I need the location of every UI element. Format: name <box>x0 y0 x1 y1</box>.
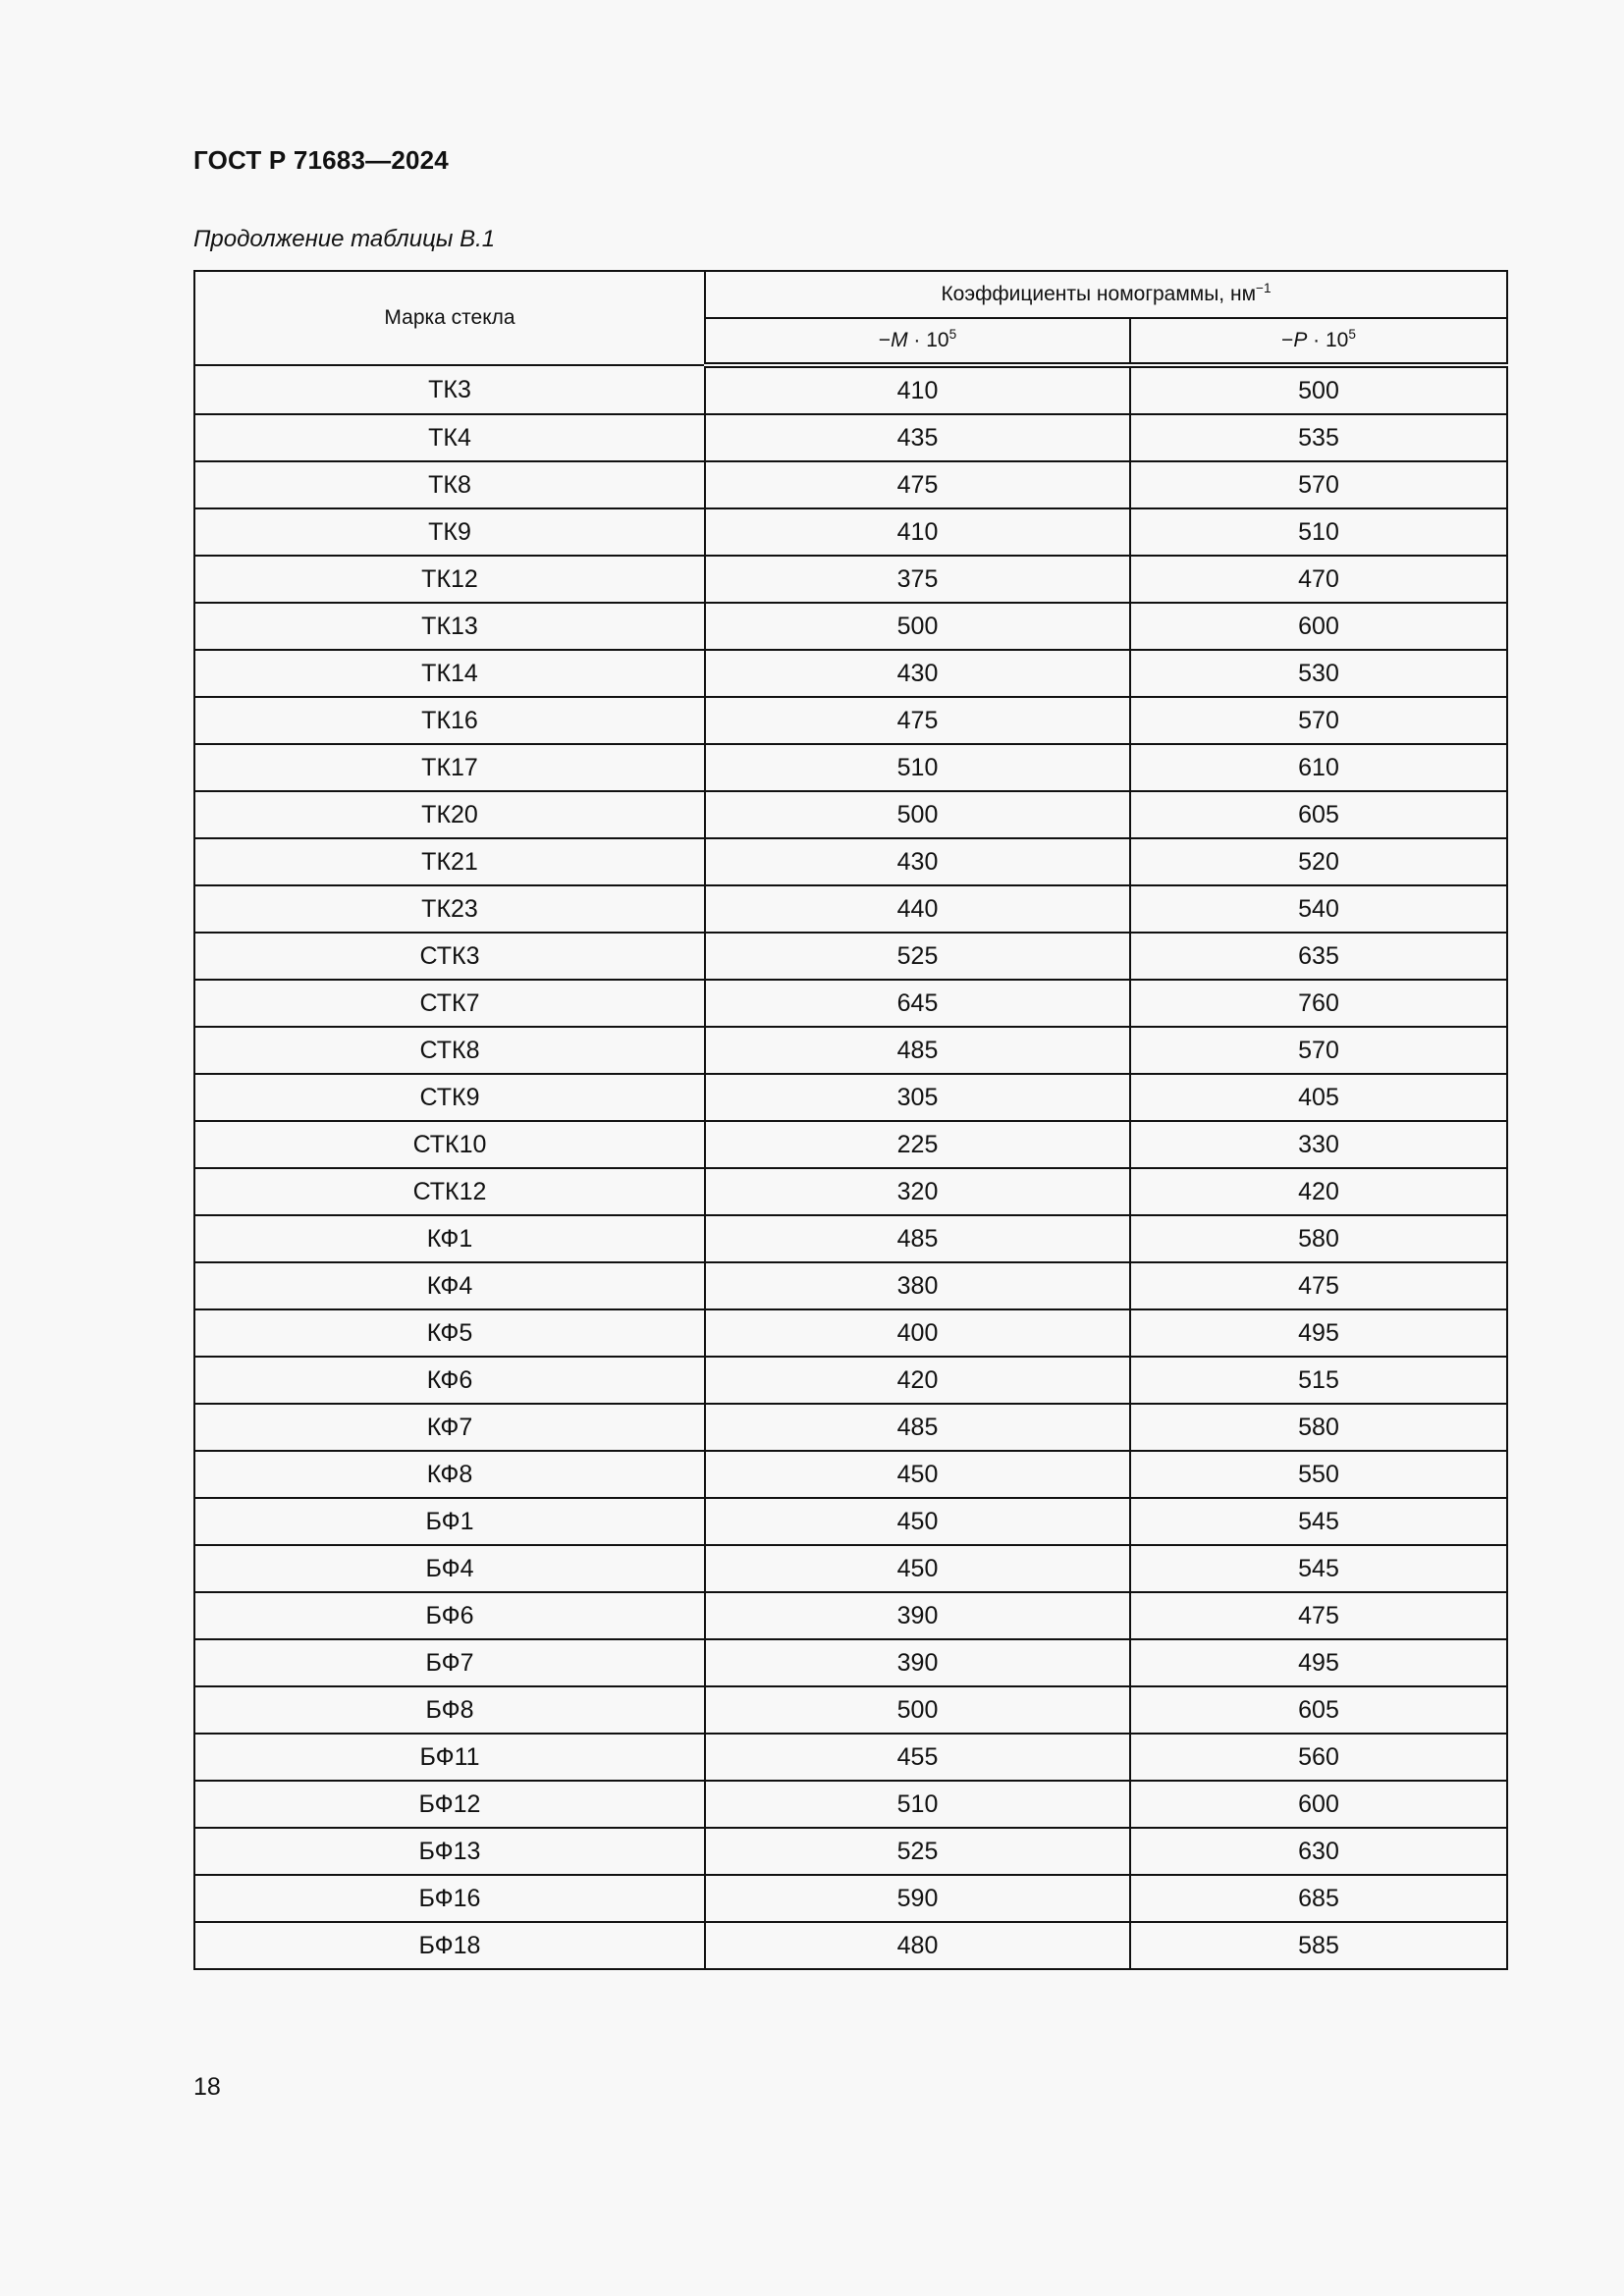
table-row <box>194 1168 1507 1215</box>
document-header: ГОСТ Р 71683—2024 <box>193 145 449 175</box>
cell-m-value: 400 <box>705 1309 1130 1357</box>
cell-p-value: 580 <box>1130 1404 1507 1451</box>
cell-m-value: 380 <box>705 1262 1130 1309</box>
table-row <box>194 1686 1507 1734</box>
table-row <box>194 1734 1507 1781</box>
cell-p-value: 510 <box>1130 508 1507 556</box>
cell-glass-mark: СТК8 <box>194 1027 705 1074</box>
cell-p-value: 605 <box>1130 791 1507 838</box>
header-coefficients-exponent: −1 <box>1256 281 1272 295</box>
cell-glass-mark: КФ4 <box>194 1262 705 1309</box>
cell-p-value: 610 <box>1130 744 1507 791</box>
cell-m-value: 390 <box>705 1639 1130 1686</box>
cell-m-value: 485 <box>705 1027 1130 1074</box>
cell-p-value: 600 <box>1130 603 1507 650</box>
cell-m-value: 510 <box>705 1781 1130 1828</box>
cell-p-value: 605 <box>1130 1686 1507 1734</box>
cell-m-value: 500 <box>705 603 1130 650</box>
cell-m-value: 390 <box>705 1592 1130 1639</box>
cell-glass-mark: БФ12 <box>194 1781 705 1828</box>
cell-glass-mark: ТК20 <box>194 791 705 838</box>
table-row <box>194 885 1507 933</box>
table-row <box>194 838 1507 885</box>
cell-glass-mark: ТК16 <box>194 697 705 744</box>
cell-glass-mark: КФ6 <box>194 1357 705 1404</box>
header-m-sign: − <box>878 329 892 351</box>
cell-glass-mark: ТК17 <box>194 744 705 791</box>
cell-m-value: 435 <box>705 414 1130 461</box>
cell-glass-mark: БФ8 <box>194 1686 705 1734</box>
table-body <box>194 365 1507 1969</box>
cell-p-value: 760 <box>1130 980 1507 1027</box>
table-row <box>194 603 1507 650</box>
cell-p-value: 535 <box>1130 414 1507 461</box>
header-glass-mark: Марка стекла <box>194 271 705 365</box>
cell-p-value: 585 <box>1130 1922 1507 1969</box>
table-row <box>194 933 1507 980</box>
header-p-sign: − <box>1281 329 1294 351</box>
header-m-exponent: 5 <box>948 327 957 342</box>
header-m-coefficient <box>705 318 1130 365</box>
cell-glass-mark: БФ13 <box>194 1828 705 1875</box>
header-coefficients-text: Коэффициенты номограммы, нм <box>941 283 1257 305</box>
cell-glass-mark: ТК9 <box>194 508 705 556</box>
table-row <box>194 365 1507 414</box>
table-row <box>194 1451 1507 1498</box>
cell-m-value: 500 <box>705 791 1130 838</box>
cell-glass-mark: БФ18 <box>194 1922 705 1969</box>
cell-p-value: 330 <box>1130 1121 1507 1168</box>
cell-m-value: 450 <box>705 1545 1130 1592</box>
table-row <box>194 980 1507 1027</box>
header-coefficients <box>705 271 1507 318</box>
table-row <box>194 1215 1507 1262</box>
cell-glass-mark: КФ8 <box>194 1451 705 1498</box>
cell-m-value: 525 <box>705 933 1130 980</box>
cell-m-value: 420 <box>705 1357 1130 1404</box>
cell-glass-mark: ТК12 <box>194 556 705 603</box>
cell-glass-mark: ТК13 <box>194 603 705 650</box>
cell-m-value: 485 <box>705 1404 1130 1451</box>
cell-m-value: 410 <box>705 508 1130 556</box>
cell-p-value: 495 <box>1130 1639 1507 1686</box>
cell-p-value: 570 <box>1130 697 1507 744</box>
cell-p-value: 570 <box>1130 1027 1507 1074</box>
table-row <box>194 508 1507 556</box>
cell-p-value: 630 <box>1130 1828 1507 1875</box>
cell-m-value: 450 <box>705 1498 1130 1545</box>
cell-m-value: 430 <box>705 838 1130 885</box>
cell-p-value: 405 <box>1130 1074 1507 1121</box>
cell-p-value: 580 <box>1130 1215 1507 1262</box>
cell-glass-mark: СТК12 <box>194 1168 705 1215</box>
cell-m-value: 375 <box>705 556 1130 603</box>
table-row <box>194 1781 1507 1828</box>
cell-p-value: 560 <box>1130 1734 1507 1781</box>
cell-glass-mark: СТК9 <box>194 1074 705 1121</box>
table-row <box>194 1498 1507 1545</box>
cell-m-value: 525 <box>705 1828 1130 1875</box>
cell-m-value: 225 <box>705 1121 1130 1168</box>
cell-p-value: 515 <box>1130 1357 1507 1404</box>
cell-p-value: 685 <box>1130 1875 1507 1922</box>
cell-m-value: 440 <box>705 885 1130 933</box>
table-row <box>194 556 1507 603</box>
cell-m-value: 455 <box>705 1734 1130 1781</box>
cell-p-value: 530 <box>1130 650 1507 697</box>
cell-m-value: 500 <box>705 1686 1130 1734</box>
table-row <box>194 1922 1507 1969</box>
cell-glass-mark: БФ16 <box>194 1875 705 1922</box>
cell-p-value: 475 <box>1130 1592 1507 1639</box>
table-row <box>194 1357 1507 1404</box>
header-p-exponent: 5 <box>1348 327 1356 342</box>
cell-m-value: 320 <box>705 1168 1130 1215</box>
cell-m-value: 590 <box>705 1875 1130 1922</box>
cell-m-value: 510 <box>705 744 1130 791</box>
cell-p-value: 545 <box>1130 1498 1507 1545</box>
cell-m-value: 430 <box>705 650 1130 697</box>
cell-glass-mark: СТК7 <box>194 980 705 1027</box>
cell-p-value: 500 <box>1130 365 1507 414</box>
header-m-variable: M <box>891 329 908 351</box>
table-row <box>194 1828 1507 1875</box>
cell-glass-mark: БФ6 <box>194 1592 705 1639</box>
table-row <box>194 650 1507 697</box>
cell-glass-mark: КФ1 <box>194 1215 705 1262</box>
cell-p-value: 600 <box>1130 1781 1507 1828</box>
cell-p-value: 635 <box>1130 933 1507 980</box>
cell-m-value: 480 <box>705 1922 1130 1969</box>
cell-m-value: 475 <box>705 697 1130 744</box>
header-m-multiplier: · 10 <box>907 329 949 351</box>
table-row <box>194 791 1507 838</box>
coefficients-table <box>193 270 1508 1970</box>
table-row <box>194 1639 1507 1686</box>
header-p-multiplier: · 10 <box>1307 329 1349 351</box>
cell-glass-mark: ТК14 <box>194 650 705 697</box>
cell-glass-mark: БФ4 <box>194 1545 705 1592</box>
cell-glass-mark: ТК8 <box>194 461 705 508</box>
cell-glass-mark: ТК4 <box>194 414 705 461</box>
cell-p-value: 470 <box>1130 556 1507 603</box>
cell-glass-mark: ТК21 <box>194 838 705 885</box>
cell-glass-mark: БФ1 <box>194 1498 705 1545</box>
cell-glass-mark: ТК3 <box>194 365 705 414</box>
cell-glass-mark: КФ7 <box>194 1404 705 1451</box>
table-row <box>194 414 1507 461</box>
cell-glass-mark: БФ7 <box>194 1639 705 1686</box>
cell-p-value: 540 <box>1130 885 1507 933</box>
table-row <box>194 1262 1507 1309</box>
table-row <box>194 697 1507 744</box>
table-row <box>194 1404 1507 1451</box>
cell-p-value: 550 <box>1130 1451 1507 1498</box>
header-p-coefficient <box>1130 318 1507 365</box>
table-row <box>194 1121 1507 1168</box>
cell-m-value: 645 <box>705 980 1130 1027</box>
cell-glass-mark: СТК3 <box>194 933 705 980</box>
cell-glass-mark: БФ11 <box>194 1734 705 1781</box>
cell-p-value: 570 <box>1130 461 1507 508</box>
cell-glass-mark: ТК23 <box>194 885 705 933</box>
page-number: 18 <box>193 2073 221 2101</box>
header-p-variable: P <box>1293 329 1308 351</box>
table-row <box>194 744 1507 791</box>
cell-m-value: 305 <box>705 1074 1130 1121</box>
cell-glass-mark: СТК10 <box>194 1121 705 1168</box>
table-caption: Продолжение таблицы В.1 <box>193 226 496 252</box>
table-row <box>194 1875 1507 1922</box>
table-row <box>194 1592 1507 1639</box>
table-row <box>194 1545 1507 1592</box>
cell-m-value: 450 <box>705 1451 1130 1498</box>
table-row <box>194 1309 1507 1357</box>
cell-p-value: 495 <box>1130 1309 1507 1357</box>
cell-glass-mark: КФ5 <box>194 1309 705 1357</box>
cell-m-value: 410 <box>705 365 1130 414</box>
cell-p-value: 545 <box>1130 1545 1507 1592</box>
cell-p-value: 520 <box>1130 838 1507 885</box>
cell-m-value: 485 <box>705 1215 1130 1262</box>
cell-p-value: 420 <box>1130 1168 1507 1215</box>
table-row <box>194 1027 1507 1074</box>
cell-m-value: 475 <box>705 461 1130 508</box>
cell-p-value: 475 <box>1130 1262 1507 1309</box>
table-row <box>194 461 1507 508</box>
table-row <box>194 1074 1507 1121</box>
